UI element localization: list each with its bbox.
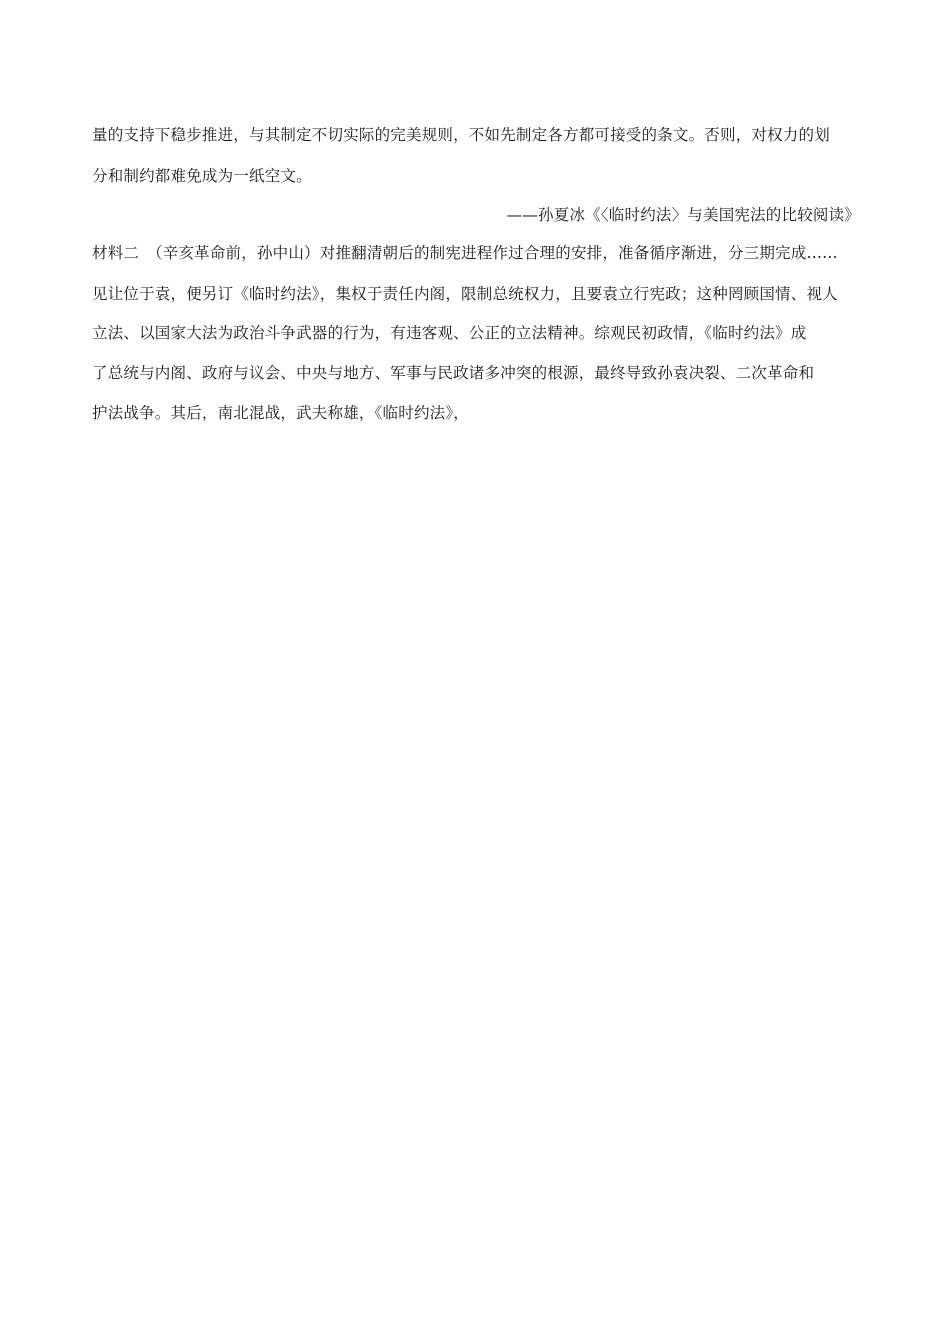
paragraph-line-2: 分和制约都难免成为一纸空文。 bbox=[92, 167, 312, 185]
paragraph-line-1: 量的支持下稳步推进，与其制定不切实际的完美规则，不如先制定各方都可接受的条文。否则，对权力的划 bbox=[92, 126, 830, 144]
citation-line: ——孙夏冰《〈临时约法〉与美国宪法的比较阅读》 bbox=[506, 206, 860, 224]
material-two-line-2: 见让位于袁，便另订《临时约法》，集权于责任内阁，限制总统权力，且要袁立行宪政；这种罔顾国情、视人 bbox=[92, 285, 838, 303]
material-two-line-1: 材料二 （辛亥革命前，孙中山）对推翻清朝后的制宪进程作过合理的安排，准备循序渐进，分三期完成…… bbox=[92, 244, 838, 262]
material-two-line-3: 立法、以国家大法为政治斗争武器的行为，有违客观、公正的立法精神。综观民初政情，《临时约法》成 bbox=[92, 324, 807, 342]
material-two-line-4: 了总统与内阁、政府与议会、中央与地方、军事与民政诸多冲突的根源，最终导致孙袁决裂、二次革命和 bbox=[92, 364, 815, 382]
material-two-line-5: 护法战争。其后，南北混战，武夫称雄，《临时约法》， bbox=[92, 404, 470, 422]
